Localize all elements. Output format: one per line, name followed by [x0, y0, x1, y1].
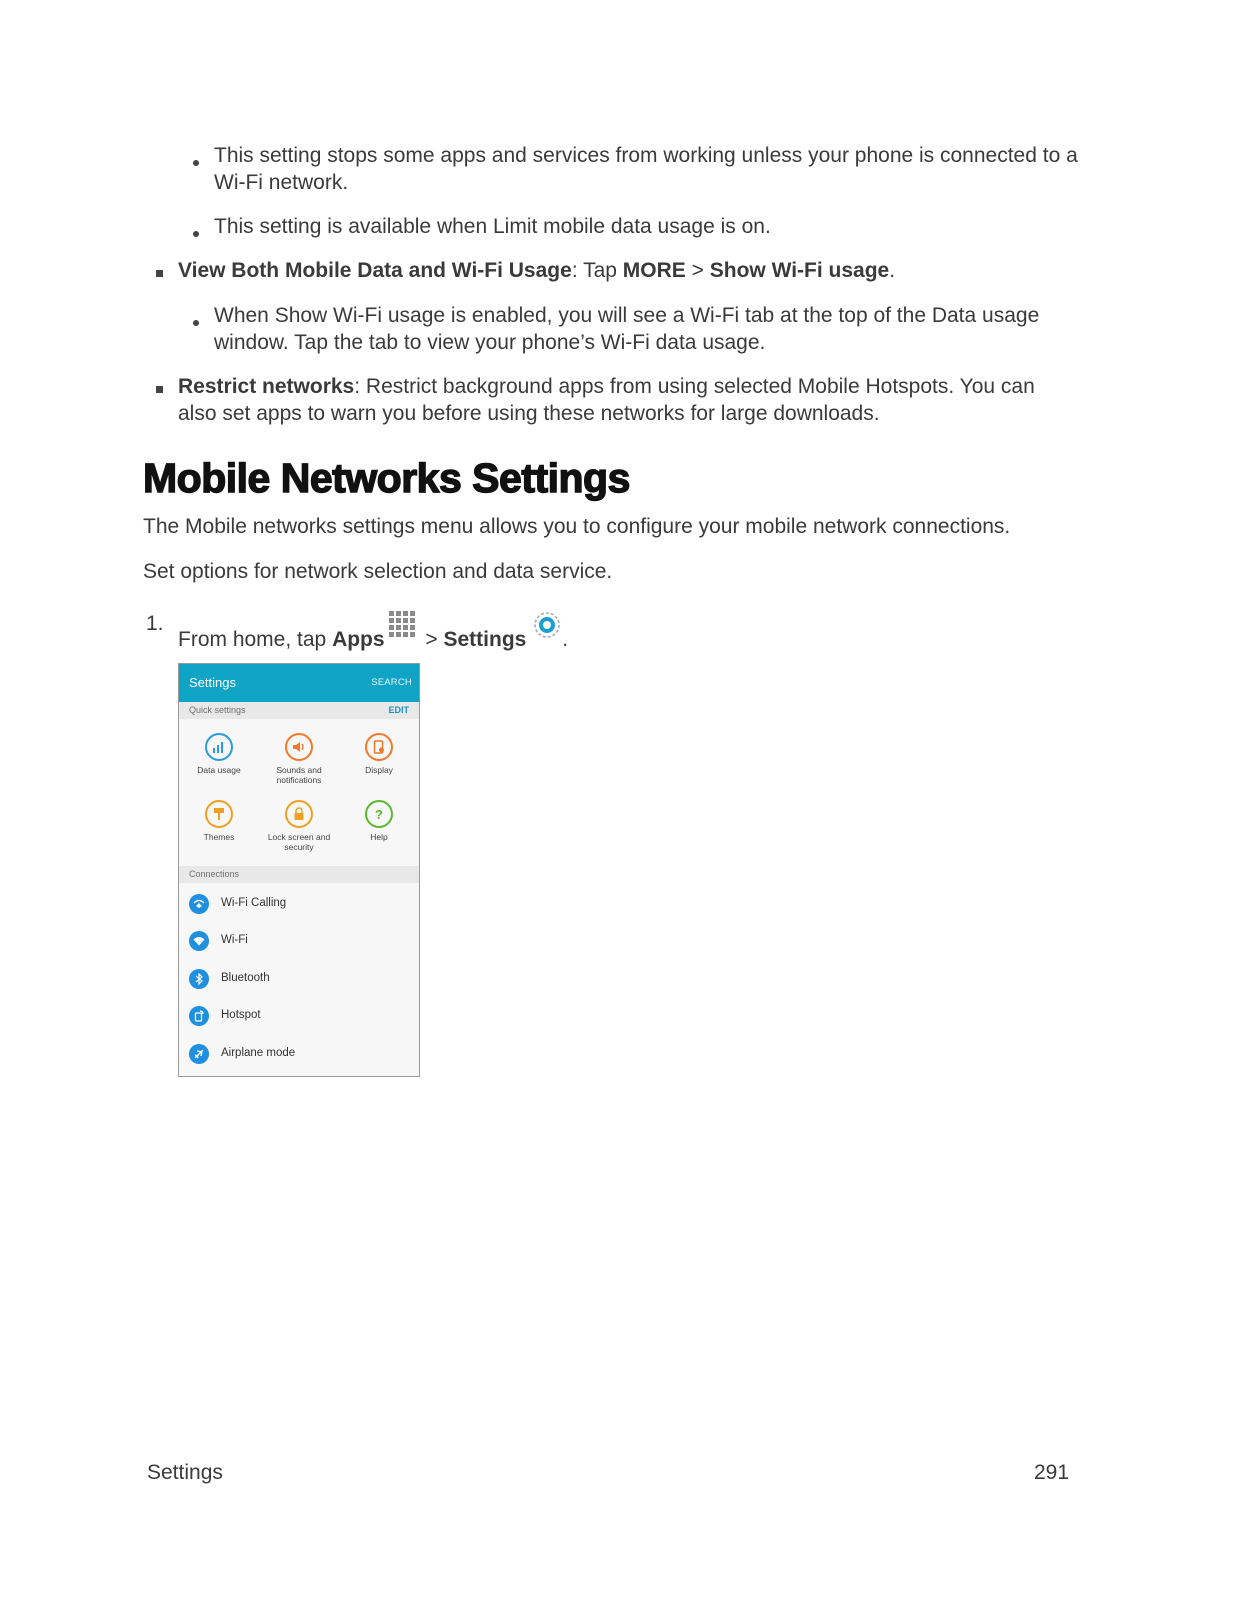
settings-row-bluetooth[interactable]: [179, 960, 419, 997]
settings-row-wifi-calling[interactable]: [179, 885, 419, 922]
hotspot-icon: [189, 1006, 209, 1026]
connections-header: [179, 866, 419, 883]
row-label: Wi-Fi: [221, 934, 248, 946]
section-heading: Mobile Networks Settings: [143, 455, 630, 501]
quick-settings-label: Quick settings: [189, 705, 246, 715]
bullet-square: [156, 270, 163, 277]
quick-setting-label: Lock screen and security: [267, 832, 331, 852]
wifi-icon: [189, 931, 209, 951]
bluetooth-icon: [189, 969, 209, 989]
quick-settings-header: [179, 702, 419, 719]
quick-setting-label: Data usage: [197, 765, 241, 775]
bar-chart-icon: [205, 733, 233, 761]
quick-setting-sounds[interactable]: [259, 733, 339, 785]
bullet-dot: [193, 231, 199, 237]
bullet-square: [156, 386, 163, 393]
quick-setting-label: Help: [370, 832, 388, 842]
row-label: Airplane mode: [221, 1047, 296, 1059]
bullet-dot: [193, 320, 199, 326]
settings-gear-icon: [532, 610, 562, 640]
step-number: 1.: [146, 612, 164, 635]
airplane-icon: [189, 1044, 209, 1064]
bullet-text: This setting is available when Limit mobile data usage is on.: [214, 215, 771, 238]
paragraph-intro: The Mobile networks settings menu allows you to configure your mobile network connections.: [143, 515, 1011, 538]
bullet-dot: [193, 160, 199, 166]
footer-page-number: 291: [1034, 1461, 1070, 1484]
quick-setting-themes[interactable]: [179, 800, 259, 842]
quick-setting-help[interactable]: [339, 800, 419, 842]
settings-row-wifi[interactable]: [179, 922, 419, 959]
settings-title: Settings: [189, 675, 236, 690]
quick-setting-display[interactable]: [339, 733, 419, 775]
row-label: Hotspot: [221, 1009, 261, 1021]
apps-grid-icon: [388, 610, 420, 640]
paragraph-options: Set options for network selection and data service.: [143, 560, 613, 583]
lock-icon: [285, 800, 313, 828]
connections-label: Connections: [189, 869, 240, 879]
settings-app-bar: [179, 664, 419, 702]
speaker-icon: [285, 733, 313, 761]
list-item-view-both: View Both Mobile Data and Wi-Fi Usage: Tap MORE > Show Wi-Fi usage.: [178, 259, 896, 282]
edit-button[interactable]: EDIT: [388, 705, 409, 715]
quick-setting-label: Sounds and notifications: [276, 765, 322, 785]
settings-row-airplane-mode[interactable]: [179, 1035, 419, 1072]
quick-setting-lock-screen[interactable]: [259, 800, 339, 852]
list-item-restrict-networks: Restrict networks: Restrict background apps from using selected Mobile Hotspots. You can also set apps to warn you before using these networks for large downloads.: [178, 375, 1035, 425]
search-button[interactable]: SEARCH: [371, 677, 412, 688]
quick-setting-data-usage[interactable]: [179, 733, 259, 775]
brush-icon: [205, 800, 233, 828]
settings-row-hotspot[interactable]: [179, 997, 419, 1034]
bullet-text: When Show Wi-Fi usage is enabled, you will see a Wi-Fi tab at the top of the Data usage window. Tap the tab to view your phone’s Wi-Fi data usage.: [214, 304, 1040, 354]
display-icon: [365, 733, 393, 761]
row-label: Wi-Fi Calling: [221, 897, 287, 909]
bullet-text: This setting stops some apps and services from working unless your phone is connected to a Wi-Fi network.: [214, 144, 1078, 194]
question-icon: ?: [365, 800, 393, 828]
phone-screenshot: [178, 663, 420, 1077]
wifi-calling-icon: [189, 894, 209, 914]
footer-section-name: Settings: [147, 1461, 223, 1484]
row-label: Bluetooth: [221, 972, 270, 984]
step-text: From home, tap Apps > Settings .: [178, 610, 568, 653]
quick-setting-label: Themes: [203, 832, 235, 842]
quick-setting-label: Display: [365, 765, 393, 775]
